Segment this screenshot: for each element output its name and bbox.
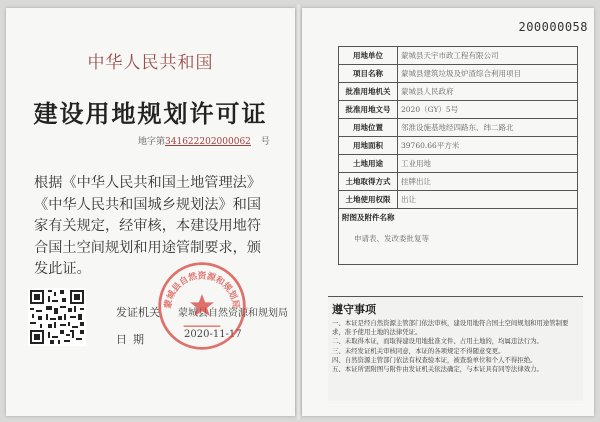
list-item: 三、未经发证机关审核同意，本证的各项规定不得随意变更。: [332, 346, 505, 355]
table-row: [339, 191, 578, 209]
row-value: 2020（GY）5号: [398, 101, 578, 119]
row-value: 工业用地: [398, 155, 578, 173]
table-row: [339, 119, 578, 137]
row-value: 蒙城县人民政府: [398, 83, 578, 101]
row-value: 蒙城县建筑垃圾及炉渣综合利用项目: [398, 65, 578, 83]
date-value: 2020-11-17: [184, 329, 242, 340]
book-spine: [295, 4, 302, 420]
row-label: 用地位置: [339, 119, 398, 137]
row-value: 39760.66平方米: [398, 137, 578, 155]
row-label: 用地面积: [339, 137, 398, 155]
list-item: 一、本证是经自然资源主管部门依法审核，建设用地符合国土空间规划和用途管制要求，准予使用土地的法律凭证。: [332, 319, 569, 337]
list-item: 四、自然资源主管部门依法有权查验本证，被查验单位和个人不得拒绝。: [332, 355, 537, 364]
notes-list: [332, 319, 580, 374]
row-value: 挂牌出让: [398, 173, 578, 191]
attachments-label: 附图及附件名称: [342, 213, 395, 222]
serial-number: 200000058: [518, 20, 588, 34]
right-page: [302, 8, 594, 416]
table-row: [339, 83, 578, 101]
table-row: [339, 47, 578, 65]
table-row: [339, 155, 578, 173]
attachments-cell: [339, 209, 578, 265]
info-table: [338, 46, 578, 265]
row-label: 土地用途: [339, 155, 398, 173]
row-label: 批准用地机关: [339, 83, 398, 101]
table-row: [339, 101, 578, 119]
certificate-number-value: 341622202000062: [165, 137, 251, 147]
row-value: 邻淮设施基地经四路东、纬二路北: [398, 119, 578, 137]
official-seal-icon: [156, 260, 248, 352]
certificate-number-label: 地字第: [138, 137, 166, 147]
table-row: [339, 173, 578, 191]
date-label: 日期: [116, 333, 150, 346]
seal-text: 蒙城县自然资源和规划局: [163, 271, 241, 310]
table-row: [339, 65, 578, 83]
certificate-paragraph: 根据《中华人民共和国土地管理法》《中华人民共和国城乡规划法》和国家有关规定，经审核，本建设用地符合国土空间规划和用途管制要求，颁发此证。: [34, 175, 262, 277]
row-label: 土地使用权限: [339, 191, 398, 209]
notes-title: 遵守事项: [332, 303, 376, 316]
certificate-title: 建设用地规划许可证: [33, 99, 268, 128]
certificate-number: [138, 134, 270, 147]
row-label: 批准用地文号: [339, 101, 398, 119]
issuer-label: 发证机关: [116, 306, 160, 319]
attachments-value: 申请表、发改委批复等: [354, 234, 429, 243]
attachments-row: [339, 209, 578, 265]
row-value: 出让: [398, 191, 578, 209]
list-item: 二、未取得本证，而取得建设用地批准文件、占用土地的，均属违法行为。: [332, 337, 543, 346]
row-label: 项目名称: [339, 65, 398, 83]
list-item: 五、本证所需附图与附件由发证机关依法确定，与本证具有同等法律效力。: [332, 365, 543, 374]
table-row: [339, 137, 578, 155]
qr-code-icon: [28, 288, 86, 346]
country-name: 中华人民共和国: [87, 53, 214, 73]
issuer-value: 蒙城县自然资源和规划局: [178, 308, 288, 319]
row-label: 用地单位: [339, 47, 398, 65]
certificate-number-suffix: 号: [260, 137, 270, 147]
row-value: 蒙城县天宇市政工程有限公司: [398, 47, 578, 65]
left-page: [6, 8, 295, 416]
row-label: 土地取得方式: [339, 173, 398, 191]
notes-section: [328, 296, 583, 401]
